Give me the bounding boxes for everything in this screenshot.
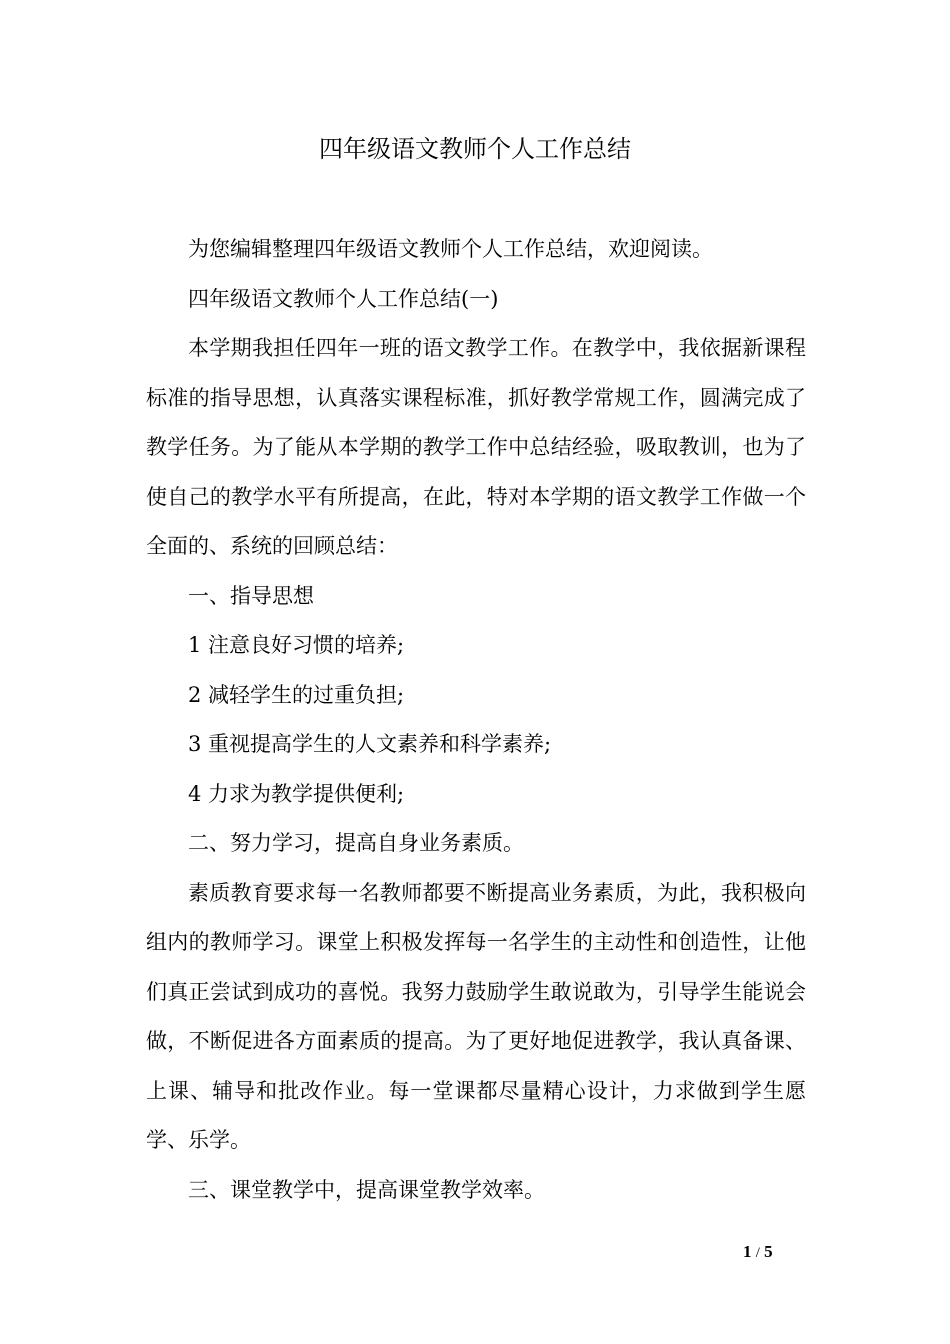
- section-heading: 三、课堂教学中，提高课堂教学效率。: [188, 1177, 545, 1202]
- current-page-number: 1: [743, 1242, 752, 1261]
- page-separator: /: [755, 1245, 760, 1261]
- intro-paragraph: 为您编辑整理四年级语文教师个人工作总结，欢迎阅读。: [188, 237, 713, 261]
- document-body: [146, 225, 806, 1215]
- section-heading: 二、努力学习，提高自身业务素质。: [188, 831, 524, 855]
- section-heading: 一、指导思想: [188, 583, 314, 608]
- section-heading: 四年级语文教师个人工作总结(一): [188, 286, 499, 311]
- body-paragraph: 本学期我担任四年一班的语文教学工作。在教学中，我依据新课程标准的指导思想，认真落实课程标准，抓好教学常规工作，圆满完成了教学任务。为了能从本学期的教学工作中总结经验，吸取教训，也为了使自己的教学水平有所提高，在此，特对本学期的语文教学工作做一个全面的、系统的回顾总结：: [146, 336, 806, 558]
- list-item: 2 减轻学生的过重负担;: [188, 682, 405, 707]
- list-item: 1 注意良好习惯的培养;: [188, 633, 405, 657]
- document-title: 四年级语文教师个人工作总结: [319, 135, 631, 163]
- total-pages-number: 5: [764, 1242, 773, 1261]
- page-number: [743, 1242, 773, 1262]
- body-paragraph: 素质教育要求每一名教师都要不断提高业务素质，为此，我积极向组内的教师学习。课堂上积极发挥每一名学生的主动性和创造性，让他们真正尝试到成功的喜悦。我努力鼓励学生敢说敢为，引导学生能说会做，不断促进各方面素质的提高。为了更好地促进教学，我认真备课、上课、辅导和批改作业。每一堂课都尽量精心设计，力求做到学生愿学、乐学。: [146, 880, 806, 1152]
- list-item: 3 重视提高学生的人文素养和科学素养;: [188, 732, 552, 756]
- list-item: 4 力求为教学提供便利;: [188, 781, 405, 806]
